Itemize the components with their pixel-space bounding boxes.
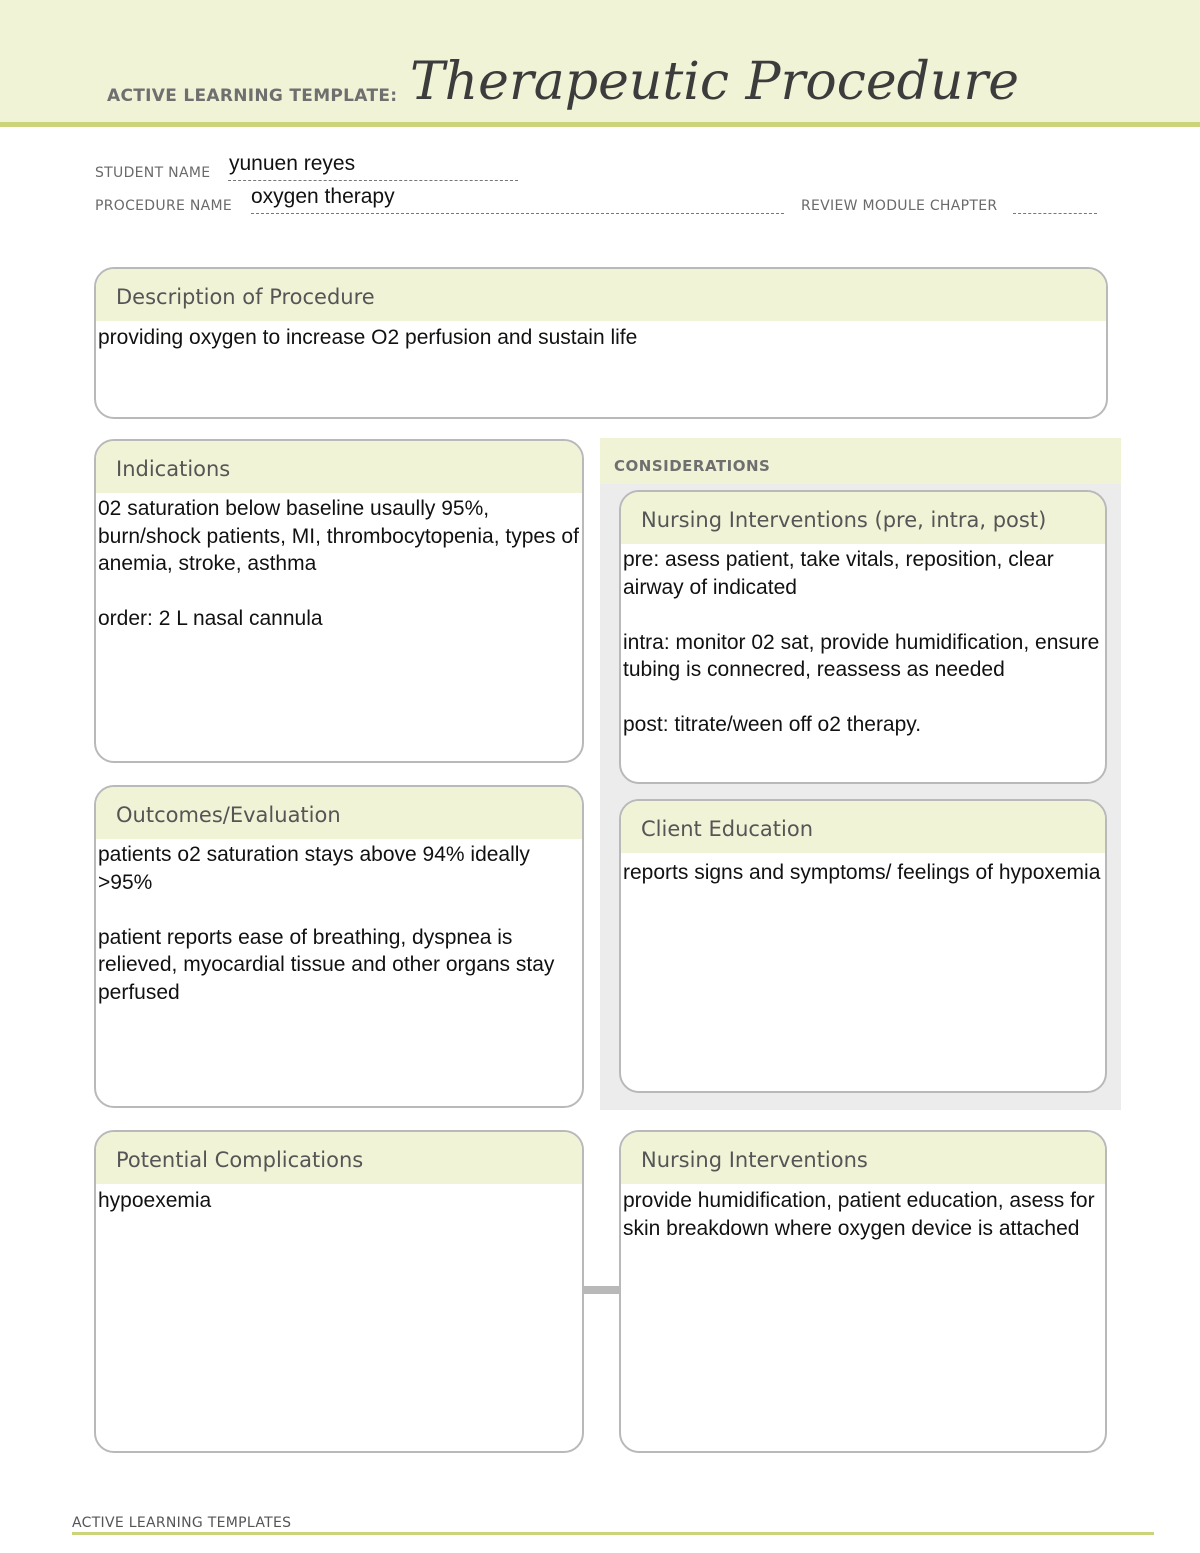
nursing-interventions-ppp-body[interactable] — [621, 544, 1105, 739]
description-text[interactable]: providing oxygen to increase O2 perfusion and sustain life — [98, 326, 638, 349]
indications-heading: Indications — [96, 441, 582, 493]
template-label: ACTIVE LEARNING TEMPLATE: — [107, 86, 398, 106]
client-education-heading: Client Education — [621, 801, 1105, 853]
outcomes-body[interactable] — [96, 839, 582, 1006]
nursing-interventions-box — [619, 1130, 1107, 1453]
procedure-name-underline — [251, 213, 784, 214]
nursing-interventions-ppp-paragraph: post: titrate/ween off o2 therapy. — [623, 713, 922, 736]
nursing-interventions-paragraph: provide humidification, patient education, asess for skin breakdown where oxygen device is attached — [623, 1189, 1095, 1240]
page-title: Therapeutic Procedure — [410, 52, 1019, 112]
indications-paragraph: 02 saturation below baseline usaully 95%, burn/shock patients, MI, thrombocytopenia, types of anemia, stroke, asthma — [98, 497, 579, 575]
client-education-paragraph: reports signs and symptoms/ feelings of hypoxemia — [623, 861, 1101, 884]
indications-box — [94, 439, 584, 763]
header-rule — [0, 122, 1200, 127]
procedure-name-field[interactable]: oxygen therapy — [251, 185, 395, 208]
procedure-name-label: PROCEDURE NAME — [95, 198, 233, 214]
student-name-label: STUDENT NAME — [95, 165, 211, 181]
nursing-interventions-ppp-paragraph: intra: monitor 02 sat, provide humidification, ensure tubing is connecred, reassess as needed — [623, 630, 1100, 681]
nursing-interventions-heading: Nursing Interventions — [621, 1132, 1105, 1184]
complications-paragraph: hypoexemia — [98, 1189, 212, 1212]
review-module-underline — [1013, 213, 1097, 214]
description-box — [94, 267, 1108, 419]
client-education-box — [619, 799, 1107, 1093]
footer-label: ACTIVE LEARNING TEMPLATES — [72, 1515, 292, 1531]
indications-paragraph: order: 2 L nasal cannula — [98, 607, 323, 630]
outcomes-paragraph: patients o2 saturation stays above 94% ideally >95% — [98, 843, 530, 894]
nursing-interventions-body[interactable] — [621, 1184, 1105, 1242]
client-education-body[interactable] — [621, 853, 1105, 887]
complications-heading: Potential Complications — [96, 1132, 582, 1184]
footer-rule — [72, 1532, 1154, 1535]
nursing-interventions-ppp-paragraph: pre: asess patient, take vitals, reposition, clear airway of indicated — [623, 548, 1054, 599]
outcomes-heading: Outcomes/Evaluation — [96, 787, 582, 839]
student-name-field[interactable]: yunuen reyes — [229, 152, 356, 175]
complications-body[interactable] — [96, 1184, 582, 1215]
student-name-underline — [228, 180, 518, 181]
outcomes-box — [94, 785, 584, 1108]
review-module-label: REVIEW MODULE CHAPTER — [801, 198, 998, 214]
nursing-interventions-ppp-box — [619, 490, 1107, 784]
indications-body[interactable] — [96, 493, 582, 633]
complications-connector — [583, 1286, 620, 1294]
description-heading: Description of Procedure — [96, 269, 1106, 321]
complications-box — [94, 1130, 584, 1453]
nursing-interventions-ppp-heading: Nursing Interventions (pre, intra, post) — [621, 492, 1105, 544]
considerations-label: CONSIDERATIONS — [614, 457, 771, 475]
outcomes-paragraph: patient reports ease of breathing, dyspnea is relieved, myocardial tissue and other organs stay perfused — [98, 925, 555, 1004]
